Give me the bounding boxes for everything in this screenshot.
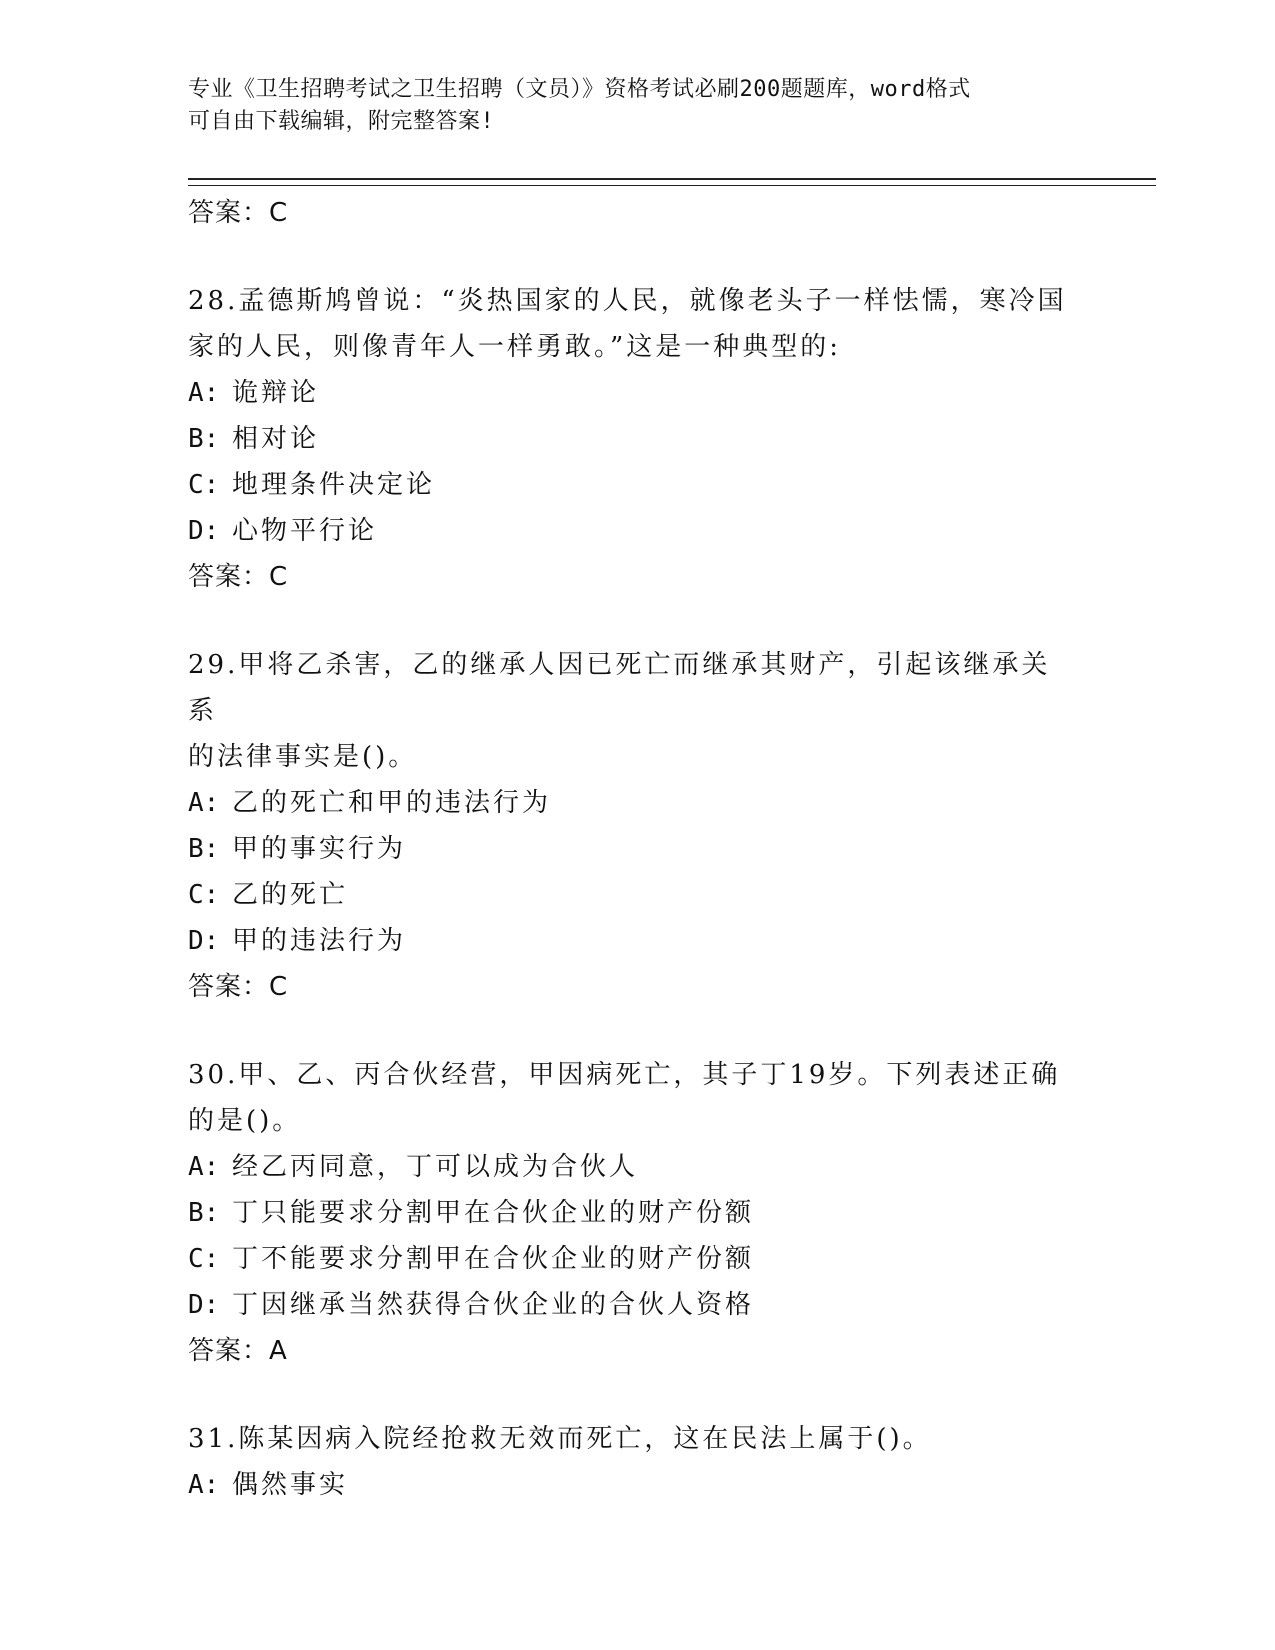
question-stem-line: 家的人民，则像青年人一样勇敢。”这是一种典型的: (188, 332, 842, 362)
option-letter: B: (188, 1198, 220, 1228)
option-letter: B: (188, 834, 220, 864)
option-text: 甲的事实行为 (232, 834, 407, 864)
option-letter: A: (188, 378, 220, 408)
question-stem-line: 31.陈某因病入院经抢救无效而死亡，这在民法上属于()。 (188, 1424, 932, 1454)
question-30 (188, 1052, 1088, 1374)
option-letter: D: (188, 516, 220, 546)
header-line-1: 专业《卫生招聘考试之卫生招聘（文员）》资格考试必刷200题题库，word格式 (188, 77, 971, 102)
option-a (188, 1462, 1088, 1508)
page-header (188, 74, 1068, 138)
option-letter: C: (188, 880, 220, 910)
option-c (188, 872, 1088, 918)
option-letter: A: (188, 788, 220, 818)
question-29 (188, 642, 1088, 1010)
option-a (188, 780, 1088, 826)
option-c (188, 462, 1088, 508)
option-letter: C: (188, 1244, 220, 1274)
question-31 (188, 1416, 1088, 1508)
answer-line: 答案：C (188, 562, 289, 592)
option-text: 经乙丙同意，丁可以成为合伙人 (232, 1152, 639, 1182)
option-text: 乙的死亡 (232, 880, 349, 910)
option-text: 丁只能要求分割甲在合伙企业的财产份额 (232, 1198, 755, 1228)
question-stem-line: 的法律事实是()。 (188, 742, 418, 772)
header-divider (188, 178, 1156, 186)
option-letter: A: (188, 1470, 220, 1500)
question-content (188, 190, 1088, 1508)
option-a (188, 1144, 1088, 1190)
option-letter: B: (188, 424, 220, 454)
question-stem-line: 30.甲、乙、丙合伙经营，甲因病死亡，其子丁19岁。下列表述正确 (188, 1060, 1061, 1090)
question-stem (188, 1052, 1068, 1144)
answer-line: 答案：A (188, 1336, 288, 1366)
option-b (188, 1190, 1088, 1236)
header-line-2: 可自由下载编辑，附完整答案! (188, 109, 495, 134)
option-d (188, 508, 1088, 554)
option-d (188, 918, 1088, 964)
option-text: 乙的死亡和甲的违法行为 (232, 788, 552, 818)
option-letter: D: (188, 1290, 220, 1320)
option-c (188, 1236, 1088, 1282)
option-b (188, 416, 1088, 462)
option-letter: A: (188, 1152, 220, 1182)
question-stem (188, 278, 1068, 370)
option-text: 相对论 (232, 424, 320, 454)
option-text: 偶然事实 (232, 1470, 349, 1500)
option-a (188, 370, 1088, 416)
answer-line: 答案：C (188, 198, 289, 228)
answer-line: 答案：C (188, 972, 289, 1002)
option-letter: C: (188, 470, 220, 500)
option-text: 心物平行论 (232, 516, 378, 546)
option-text: 诡辩论 (232, 378, 320, 408)
option-d (188, 1282, 1088, 1328)
option-text: 丁因继承当然获得合伙企业的合伙人资格 (232, 1290, 755, 1320)
question-stem-line: 28.孟德斯鸠曾说：“炎热国家的人民，就像老头子一样怯懦，寒冷国 (188, 286, 1067, 316)
question-stem-line: 的是()。 (188, 1106, 302, 1136)
question-28 (188, 278, 1088, 600)
option-text: 甲的违法行为 (232, 926, 407, 956)
option-text: 地理条件决定论 (232, 470, 436, 500)
question-stem (188, 642, 1068, 780)
option-b (188, 826, 1088, 872)
option-letter: D: (188, 926, 220, 956)
question-stem (188, 1416, 1068, 1462)
question-stem-line: 29.甲将乙杀害，乙的继承人因已死亡而继承其财产，引起该继承关系 (188, 650, 1051, 726)
option-text: 丁不能要求分割甲在合伙企业的财产份额 (232, 1244, 755, 1274)
